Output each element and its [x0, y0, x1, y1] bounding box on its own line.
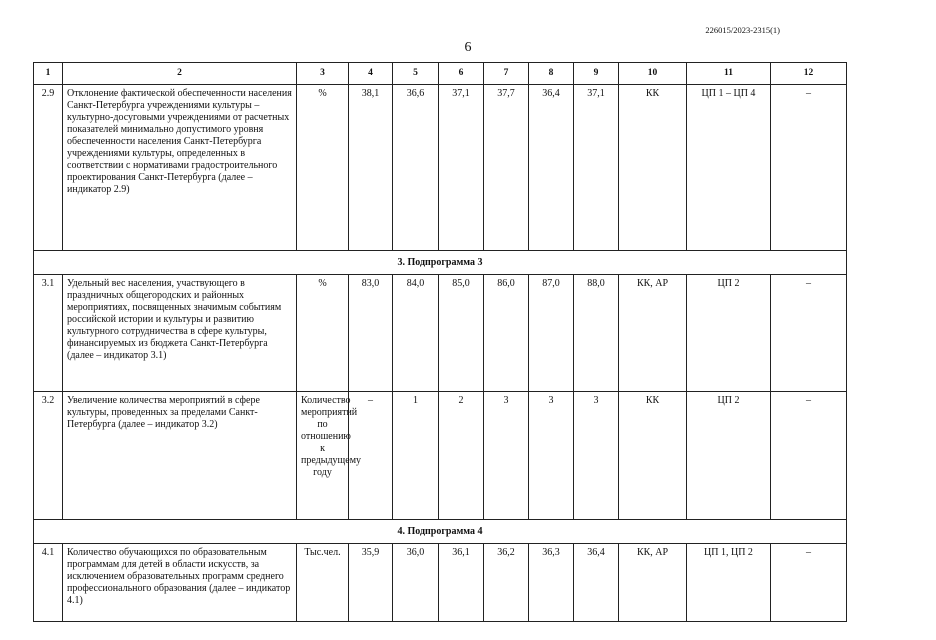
indicator-number: 3.2: [34, 392, 63, 520]
indicator-name: Количество обучающихся по образовательным программам для детей в области искусств, за исключением образовательных программ среднего профессионального образования (далее – индикатор 4.1): [63, 544, 297, 622]
indicator-name: Удельный вес населения, участвующего в праздничных общегородских и районных мероприятиях, посвященных значимым событиям российской истории и культуры и развитию культурного сотрудничества в сфере культуры, финансируемых из бюджета Санкт-Петербурга (далее – индикатор 3.1): [63, 275, 297, 392]
section-row: [34, 520, 847, 544]
target-cell: ЦП 2: [687, 392, 771, 520]
value-cell: 84,0: [393, 275, 439, 392]
indicator-number: 2.9: [34, 85, 63, 251]
note-cell: –: [771, 392, 847, 520]
column-header: 1: [34, 63, 63, 85]
value-cell: 83,0: [349, 275, 393, 392]
value-cell: 3: [484, 392, 529, 520]
value-cell: 36,2: [484, 544, 529, 622]
indicators-table: [33, 62, 847, 622]
unit-cell: Количество мероприятий по отношению к предыдущему году: [297, 392, 349, 520]
indicator-number: 4.1: [34, 544, 63, 622]
table-row: [34, 275, 847, 392]
section-title: 4. Подпрограмма 4: [34, 520, 847, 544]
value-cell: 37,7: [484, 85, 529, 251]
indicator-name: Отклонение фактической обеспеченности населения Санкт-Петербурга учреждениями культуры – культурно-досуговыми учреждениями от расчетных показателей минимально допустимого уровня обеспеченности населения Санкт-Петербурга учреждениями культуры, определенных в соответствии с нормативами градостроительного проектирования Санкт-Петербурга (далее – индикатор 2.9): [63, 85, 297, 251]
indicator-number: 3.1: [34, 275, 63, 392]
value-cell: 2: [439, 392, 484, 520]
source-cell: КК, АР: [619, 544, 687, 622]
column-header: 3: [297, 63, 349, 85]
value-cell: 85,0: [439, 275, 484, 392]
note-cell: –: [771, 544, 847, 622]
unit-cell: Тыс.чел.: [297, 544, 349, 622]
source-cell: КК, АР: [619, 275, 687, 392]
value-cell: 38,1: [349, 85, 393, 251]
value-cell: 35,9: [349, 544, 393, 622]
target-cell: ЦП 1, ЦП 2: [687, 544, 771, 622]
table-row: [34, 85, 847, 251]
value-cell: 37,1: [439, 85, 484, 251]
value-cell: 1: [393, 392, 439, 520]
value-cell: 36,1: [439, 544, 484, 622]
table-row: [34, 392, 847, 520]
note-cell: –: [771, 275, 847, 392]
section-title: 3. Подпрограмма 3: [34, 251, 847, 275]
column-header: 10: [619, 63, 687, 85]
value-cell: 36,6: [393, 85, 439, 251]
value-cell: 88,0: [574, 275, 619, 392]
column-header: 11: [687, 63, 771, 85]
value-cell: 87,0: [529, 275, 574, 392]
unit-cell: %: [297, 275, 349, 392]
column-header: 7: [484, 63, 529, 85]
column-header: 12: [771, 63, 847, 85]
value-cell: 36,4: [529, 85, 574, 251]
unit-cell: %: [297, 85, 349, 251]
target-cell: ЦП 2: [687, 275, 771, 392]
table-row: [34, 544, 847, 622]
column-header: 8: [529, 63, 574, 85]
value-cell: 36,0: [393, 544, 439, 622]
value-cell: 37,1: [574, 85, 619, 251]
document-reference-number: 226015/2023-2315(1): [705, 25, 780, 35]
value-cell: 3: [529, 392, 574, 520]
page-number: 6: [464, 40, 472, 55]
column-header: 5: [393, 63, 439, 85]
column-header: 6: [439, 63, 484, 85]
value-cell: 36,4: [574, 544, 619, 622]
value-cell: 86,0: [484, 275, 529, 392]
indicator-name: Увеличение количества мероприятий в сфере культуры, проведенных за пределами Санкт-Петербурга (далее – индикатор 3.2): [63, 392, 297, 520]
value-cell: –: [349, 392, 393, 520]
note-cell: –: [771, 85, 847, 251]
column-header: 9: [574, 63, 619, 85]
target-cell: ЦП 1 – ЦП 4: [687, 85, 771, 251]
source-cell: КК: [619, 392, 687, 520]
column-header: 4: [349, 63, 393, 85]
column-number-row: [34, 63, 847, 85]
source-cell: КК: [619, 85, 687, 251]
section-row: [34, 251, 847, 275]
column-header: 2: [63, 63, 297, 85]
value-cell: 36,3: [529, 544, 574, 622]
value-cell: 3: [574, 392, 619, 520]
